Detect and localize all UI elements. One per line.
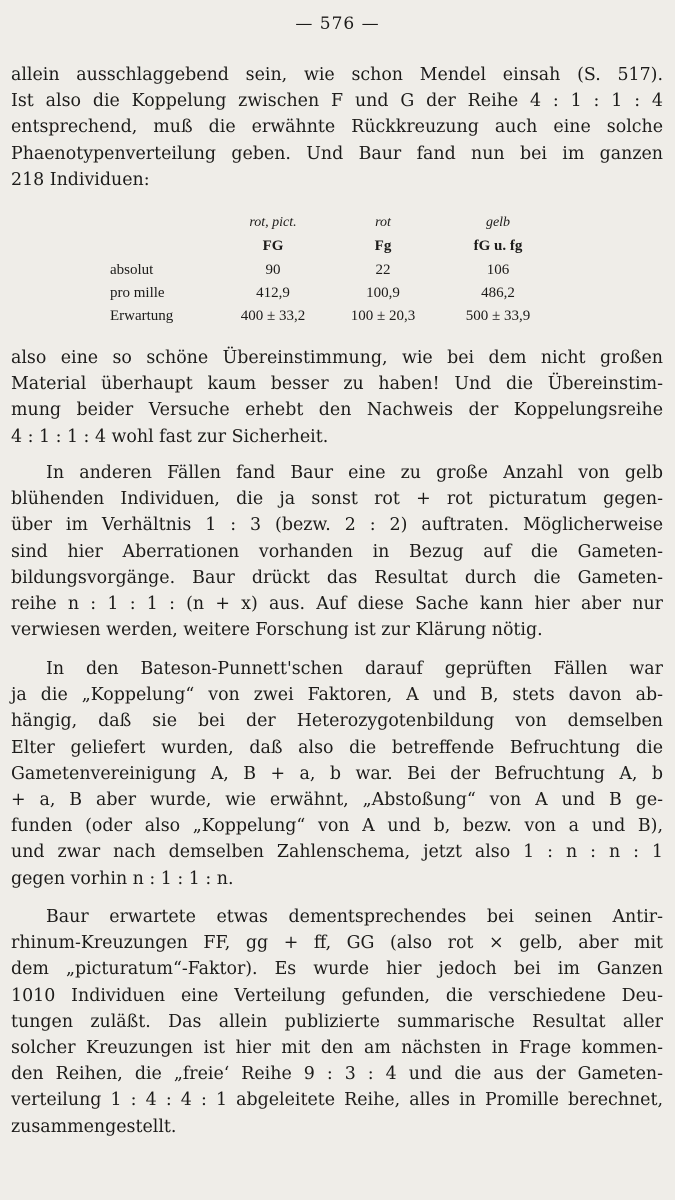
text-line: + a, B aber wurde, wie erwähnt, „Abstoßung“ von A und B ge- [11,790,663,811]
table-header-bold [110,233,558,259]
text-line: 218 Individuen: [11,169,150,190]
text-line: rhinum-Kreuzungen FF, gg + ff, GG (also rot × gelb, aber mit [11,933,663,954]
text-line: zusammengestellt. [11,1116,177,1137]
text-line: solcher Kreuzungen ist hier mit den am nächsten in Frage kommen- [11,1038,663,1059]
text-line: mung beider Versuche erhebt den Nachweis der Koppelungsreihe [11,400,663,421]
table-header: FG [262,237,284,254]
table-header: gelb [485,215,511,230]
text-line: und zwar nach demselben Zahlenschema, jetzt also 1 : n : n : 1 [11,842,663,863]
text-line: Material überhaupt kaum besser zu haben! Und die Übereinstim- [11,374,663,395]
table-cell: 90 [265,262,281,278]
text-line: dem „picturatum“-Faktor). Es wurde hier jedoch bei im Ganzen [11,959,663,980]
row-label: pro mille [110,285,165,301]
text-line: bildungsvorgänge. Baur drückt das Resultat durch die Gameten- [11,567,663,588]
text-line: Baur erwartete etwas dementsprechendes bei seinen Antir- [46,907,663,927]
table-cell: 412,9 [256,285,290,301]
table-cell: 22 [375,262,391,278]
table-row [110,305,558,328]
text-line: In anderen Fällen fand Baur eine zu große Anzahl von gelb [46,463,663,483]
text-line: also eine so schöne Übereinstimmung, wie bei dem nicht großen [11,348,663,368]
text-line: Elter geliefert wurden, daß also die betreffende Befruchtung die [11,737,663,758]
text-line: entsprechend, muß die erwähnte Rückkreuzung auch eine solche [11,117,663,138]
row-label: absolut [110,262,154,278]
paragraph-4 [11,656,663,892]
table-header: rot, pict. [249,215,297,230]
paragraph-2 [11,345,663,450]
text-line: verwiesen werden, weitere Forschung ist zur Klärung nötig. [11,620,543,641]
table-header: fG u. fg [473,237,523,254]
table-row [110,282,558,305]
text-line: über im Verhältnis 1 : 3 (bezw. 2 : 2) auftraten. Möglicherweise [11,515,663,536]
text-line: verteilung 1 : 4 : 4 : 1 abgeleitete Reihe, alles in Promille berechnet, [11,1090,663,1111]
text-line: ja die „Koppelung“ von zwei Faktoren, A und B, stets davon ab- [11,685,663,706]
text-line: blühenden Individuen, die ja sonst rot + rot picturatum gegen- [11,489,663,510]
table-header-italic [110,213,558,233]
page-number: — 576 — [295,14,380,34]
text-line: In den Bateson-Punnett'schen darauf geprüften Fällen war [46,659,663,679]
paragraph-3 [11,460,663,643]
row-label: Erwartung [110,308,174,324]
text-line: den Reihen, die „freie‘ Reihe 9 : 3 : 4 und die aus der Gameten- [11,1064,663,1085]
text-line: hängig, daß sie bei der Heterozygotenbildung von demselben [11,711,663,732]
text-line: sind hier Aberrationen vorhanden in Bezug auf die Gameten- [11,541,663,562]
text-line: reihe n : 1 : 1 : (n + x) aus. Auf diese Sache kann hier aber nur [11,594,663,615]
text-line: Phaenotypenverteilung geben. Und Baur fand nun bei im ganzen [11,143,663,164]
table-cell: 100 ± 20,3 [350,308,416,324]
text-line: 4 : 1 : 1 : 4 wohl fast zur Sicherheit. [11,426,329,447]
text-line: allein ausschlaggebend sein, wie schon Mendel einsah (S. 517). [11,65,663,85]
text-line: Gametenvereinigung A, B + a, b war. Bei der Befruchtung A, b [11,763,663,784]
results-table [110,213,558,328]
table-header: rot [375,215,391,230]
table-header: Fg [374,237,392,254]
text-line: gegen vorhin n : 1 : 1 : n. [11,868,234,889]
table-cell: 100,9 [366,285,400,301]
table-cell: 400 ± 33,2 [240,308,306,324]
paragraph-5 [11,904,663,1140]
text-line: tungen zuläßt. Das allein publizierte summarische Resultat aller [11,1011,663,1032]
table-cell: 486,2 [481,285,515,301]
text-line: funden (oder also „Koppelung“ von A und b, bezw. von a und B), [11,816,663,837]
table-cell: 106 [486,262,510,278]
paragraph-1 [11,62,663,193]
table-cell: 500 ± 33,9 [465,308,531,324]
table-row [110,259,558,282]
text-line: Ist also die Koppelung zwischen F und G der Reihe 4 : 1 : 1 : 4 [11,91,663,112]
text-line: 1010 Individuen eine Verteilung gefunden, die verschiedene Deu- [11,985,663,1006]
